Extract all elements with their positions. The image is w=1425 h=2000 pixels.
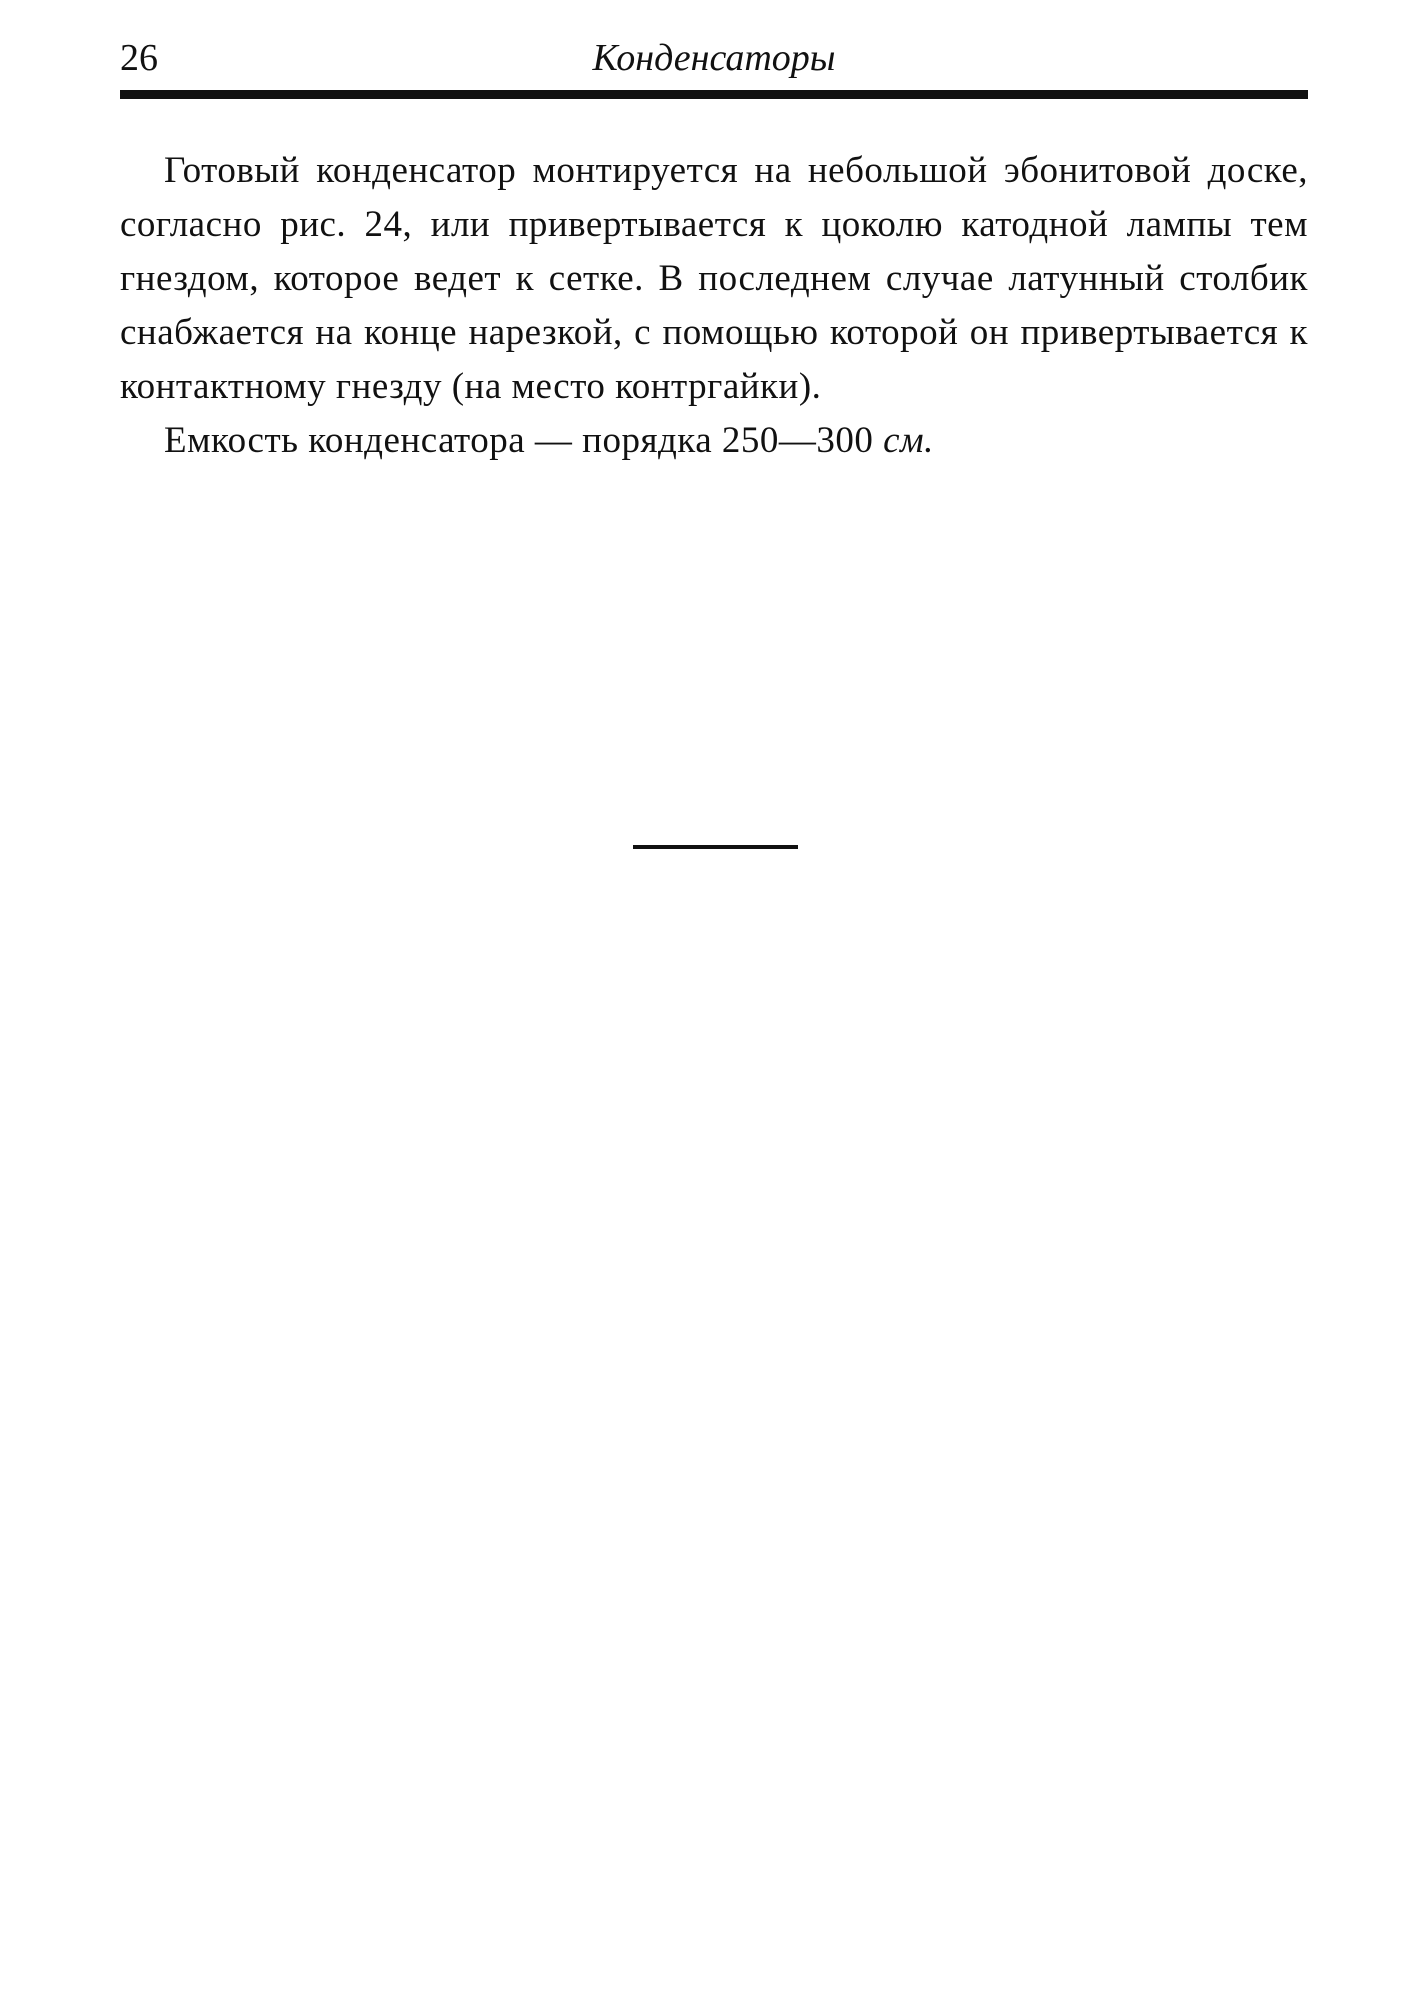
body-text [120,144,1308,468]
running-title: Конденсаторы [592,37,836,79]
paragraph-mounting: Готовый конденсатор монтируется на небольшой эбонитовой доске, согласно рис. 24, или привертывается к цоколю катодной лампы тем гнездом, которое ведет к сетке. В последнем случае латунный столбик снабжается на конце нарезкой, с помощью которой он привертывается к контактному гнезду (на место контргайки). [120,150,1308,407]
capacity-unit: см. [883,420,934,461]
page-header [120,32,1308,82]
section-end-rule [633,845,798,849]
header-rule [120,90,1308,99]
page-number: 26 [120,37,158,79]
capacity-text: Емкость конденсатора — порядка 250—300 [164,420,874,461]
paragraph-capacity [120,414,1308,468]
